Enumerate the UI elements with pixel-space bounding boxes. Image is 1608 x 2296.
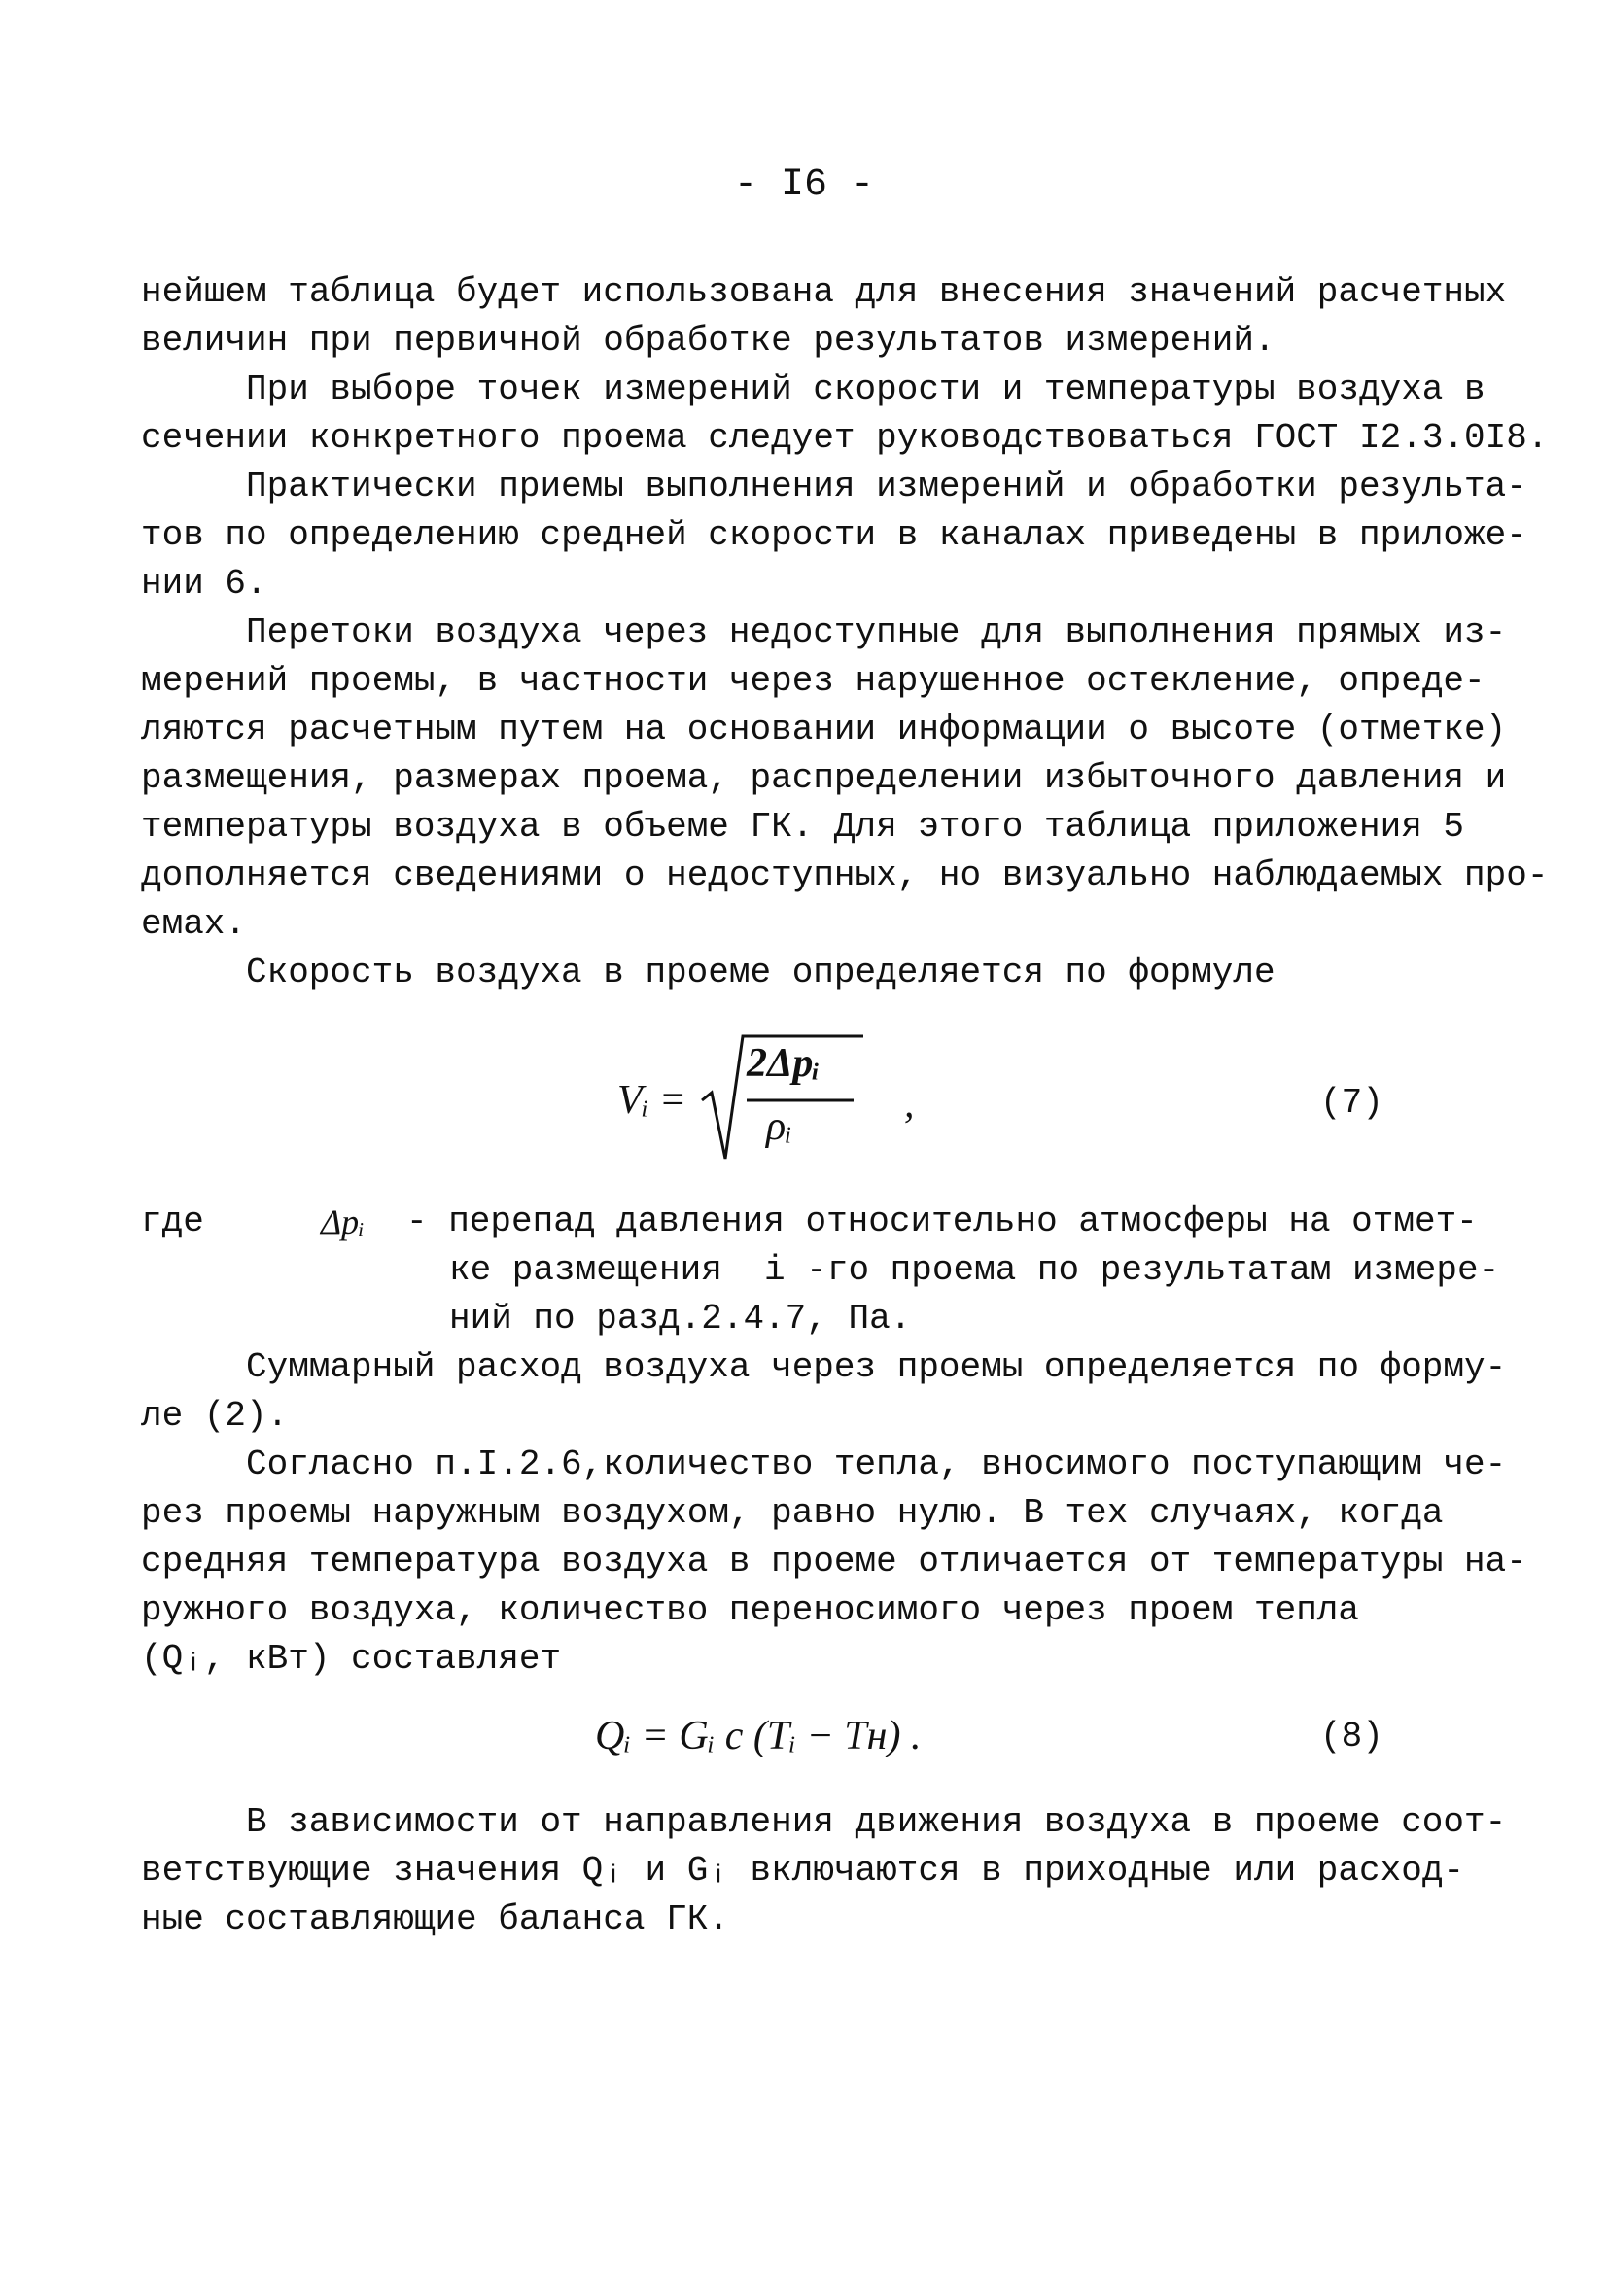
text-line: дополняется сведениями о недоступных, но визуально наблюдаемых про- <box>141 855 1549 895</box>
text-line: мерений проемы, в частности через нарушенное остекление, опреде- <box>141 661 1486 701</box>
text-line: В зависимости от направления движения воздуха в проеме соот- <box>246 1802 1507 1842</box>
text-line: емах. <box>141 904 247 944</box>
text-line: сечении конкретного проема следует руководствоваться ГОСТ I2.3.0I8. <box>141 418 1549 458</box>
text-line: размещения, размерах проема, распределении избыточного давления и <box>141 758 1507 798</box>
text-line: температуры воздуха в объеме ГК. Для этого таблица приложения 5 <box>141 807 1465 847</box>
text-line: нейшем таблица будет использована для внесения значений расчетных <box>141 272 1507 312</box>
text-line: Практически приемы выполнения измерений и обработки результа- <box>246 467 1527 506</box>
text-line: Согласно п.I.2.6,количество тепла, вносимого поступающим че- <box>246 1444 1507 1484</box>
formula-7-numerator: 2Δpᵢ <box>747 1041 821 1086</box>
equation-number-7: (7) <box>1320 1083 1383 1123</box>
formula-7-denominator: ρᵢ <box>766 1104 792 1149</box>
text-line: (Qᵢ, кВт) составляет <box>141 1639 562 1679</box>
text-line: ружного воздуха, количество переносимого через проем тепла <box>141 1590 1360 1630</box>
text-line: При выборе точек измерений скорости и температуры воздуха в <box>246 369 1486 409</box>
text-line: ке размещения i -го проема по результатам измере- <box>449 1250 1500 1290</box>
text-line: - перепад давления относительно атмосферы на отмет- <box>406 1201 1478 1241</box>
formula-8: Qᵢ = Gᵢ c (Tᵢ − Tн) . <box>595 1714 922 1758</box>
text-line: ветствующие значения Qᵢ и Gᵢ включаются в приходные или расход- <box>141 1851 1465 1891</box>
text-line: Скорость воздуха в проеме определяется по формуле <box>246 953 1276 992</box>
text-line: величин при первичной обработке результатов измерений. <box>141 321 1276 361</box>
text-line: средняя температура воздуха в проеме отличается от температуры на- <box>141 1542 1527 1582</box>
where-symbol: Δpᵢ <box>321 1202 365 1241</box>
text-line: Суммарный расход воздуха через проемы определяется по форму- <box>246 1347 1507 1387</box>
text-line: ний по разд.2.4.7, Па. <box>449 1299 912 1339</box>
text-line: ле (2). <box>141 1396 289 1436</box>
where-word: где <box>141 1201 204 1241</box>
text-line: тов по определению средней скорости в каналах приведены в приложе- <box>141 515 1527 555</box>
text-line: ляются расчетным путем на основании информации о высоте (отметке) <box>141 710 1507 749</box>
text-line: рез проемы наружным воздухом, равно нулю. В тех случаях, когда <box>141 1493 1444 1533</box>
text-line: нии 6. <box>141 564 267 604</box>
page-number: - I6 - <box>733 163 875 207</box>
text-line: ные составляющие баланса ГК. <box>141 1899 729 1939</box>
text-line: Перетоки воздуха через недоступные для выполнения прямых из- <box>246 612 1507 652</box>
formula-7-comma: , <box>904 1082 915 1127</box>
formula-7-lhs: Vᵢ = <box>617 1078 687 1123</box>
equation-number-8: (8) <box>1320 1717 1383 1757</box>
